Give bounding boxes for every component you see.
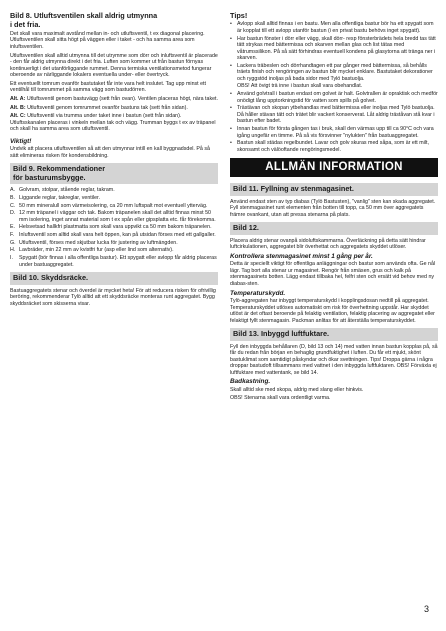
tips-section [230,12,438,153]
stone-check-title: Kontrollera stenmagasinet minst 1 gång per år. [230,252,373,260]
item-text: Golvram, stolpar, stående reglar, takram. [19,187,115,194]
list-item [230,83,438,90]
list-item [230,21,438,34]
badkastning-text: Skall alltid ske med skopa, aldrig med slang eller hinkvis. [230,386,364,393]
alt-text: Utluftsventil via trumma under taket inne i bastun (sett från sidan). Utluftsskanalen placeras i vinkeln mellan tak och vägg. Trumman byggs t ex av träpanel och skall ha samma area som utluftsventil. [10,113,216,133]
item-text: Inluftsventil som alltid skall vara helt öppen, kan på utsidan förses med ett gallgaller. [19,232,216,239]
item-label: E. [10,224,16,231]
bild-8-alt-a [10,96,218,103]
item-label: D. [10,210,16,217]
list-item [230,126,438,139]
bild-13-title: Bild 13. Inbyggd luftfuktare. [233,329,330,339]
item-label: A. [10,187,16,194]
bild-11-title: Bild 11. Fyllning av stenmagasinet. [233,184,354,194]
left-column [10,12,218,309]
item-text: Helsvetsad hallkfri plastmatta som skall vara uppvikt ca 50 mm bakom träpanelen. [19,224,212,231]
tip-text: OBS! Att övigt trä inne i bastun skall vara obehandlat. [237,83,363,90]
list-item [230,63,438,83]
tip-text: Innan bastun för första gången tas i bruk, skall den värmas upp till ca 90°C och vara igång ungefär en timme. På så vis försvinner "nylukten" från bastuaggregatet. [237,126,434,139]
alt-label: Alt. A: [10,95,26,102]
item-label: F. [10,232,15,239]
list-item [230,140,438,153]
section-bild-8 [10,12,218,159]
item-label: H. [10,247,16,254]
bild-11-heading-bar [230,183,438,195]
item-text: 50 mm mineralull som värmeisolering, ca 20 mm luftspalt mot eventuell ytterväg. [19,202,208,209]
bild-8-paragraph: Utluftsventilen skall alltid utmynna till det utrymme som dörr och inluftsventil är placerade - den får aldrig utmynna direkt i det fria. Luften som kommer ut från bastun förnyas kontinuerligt i det utanförliggande rummet. Denna termiska ventilationsmetod fungerar oberoende av närliggande lokalers eventuella under- eller övertryck. [10,52,218,78]
bild-8-title-line-2: i det fria. [10,20,41,30]
alt-text: Utluftsventil genom tomrummet ovanför bastuns tak (sett från sidan). [27,104,188,111]
item-text: 12 mm träpanel i väggar och tak. Bakom träpanelen skall det alltid finnas minst 50 mm isolering, inget annat material som t ex spån eller gipsplatta etc. får förekomma. [19,210,216,223]
alt-label: Alt. C: [10,113,26,120]
item-text: Lavbräder, min 22 mm av kvistfri fur (asp eller lind som alternativ). [19,247,174,254]
badkastning-title: Badkastning. [230,378,271,386]
list-item [10,232,218,239]
list-item [230,91,438,104]
list-item [230,105,438,125]
list-item [10,224,218,231]
bild-10-title: Bild 10. Skyddsräcke. [13,273,89,283]
list-item [10,210,218,223]
bild-9-title-line-2: för basturumsbygge. [13,172,86,182]
temperature-protection-title: Temperaturskydd. [230,289,286,297]
list-item [10,203,218,210]
bullet-icon: • [230,105,232,112]
item-text: Liggande reglar, takreglar, ventiler. [19,194,100,201]
bild-9-title-line-1: Bild 9. Rekommendationer [13,164,106,174]
bild-12-text: Placera aldrig stenar ovanpå sidoluftskammarna. Överläckning på detta sätt hindrar luftcirkulationen, aggregatet blir överhettat och aggregatets skyddet utlöser. [230,237,426,251]
bullet-icon: • [230,91,232,98]
bullet-icon: • [230,62,232,69]
badkastning-obs: OBS! Stenarna skall vara ordentligt varma. [230,395,331,402]
item-label: G. [10,239,16,246]
list-item [230,36,438,62]
tip-text: Använd golvtrall i bastun endast om golvet är halt. Golvtrallen är opraktisk och medför onödigt lång upptorkningstid för vatten som spills på golvet. [237,91,438,104]
stone-check-text: Detta är speciellt viktigt för offentliga anläggningar och bastur som används ofta. Ge nål lägr. Tag bort alla stenar ur magasinet. Rengör från smäsen, grus och kalk på stenmagasinets botten. Lägg endast tillbaka hel, felfri sten och ersätt vid behov med ny diabas-sten. [230,261,436,287]
bullet-icon: • [230,126,232,133]
bullet-icon: • [230,35,232,42]
bild-8-alt-c [10,113,218,133]
list-item [10,195,218,202]
item-text: Utluftsventil, förses med skjutbar lucka för justering av luftmängden. [19,239,178,246]
important-note-text: Undvik att placera utluftsventilen så att den utmynnar intill en kall byggnadsdel. På så sätt elimineras risken för kondensbildning. [10,146,210,159]
tip-text: Har bastun fönster i dörr eller vägg, skall dörr- resp fönsterbrädets hela bredd tas tätt tätt strykas med bättermissa och skarven mellan glas och list tätas med våtrumssilikon. På så sätt förhindras eventuell kondens på glasytorna att tränga ner i skarven. [237,35,436,62]
bullet-icon: • [230,140,232,147]
tip-text: Avlopp skall alltid finnas i en bastu. Men alla offentliga bastur bör ha ett spygatt som är kopplat till ett avlopp utanför bastun (i en privat bastu behövs inget spygatt). [237,21,434,34]
list-item [10,247,218,254]
bullet-icon: • [230,21,232,28]
bild-10-text: Bastuaggregatets stenar och överdel är mycket heta! För att reducera risken för ofrivillig beröring, rekommenderar Tylö alltid att ett skyddsräcke monteras runt aggregatet. Bygg skyddsräcket som skisserna visar. [10,287,216,307]
tip-text: Lackera träbeslen och dörrhandtagen ett par gånger med bättermissa, så behålls träets finish och rengöringen av bastun blir mycket enklare. Bastutaket dekorationer och ryggstöd inoljas på bada sidor med Tylö bastuolja. [237,62,433,82]
right-column [230,12,438,404]
bild-8-paragraph: Det skall vara maximalt avstånd mellan in- och utluftsventil, t ex diagonal placering. Utluftsventilen skall sitta högt på väggen eller i taket - och ha samma area som inluftsventilen. [10,30,205,50]
section-banner: ALLMÄN INFORMATION [230,158,438,177]
bild-12-heading-bar [230,222,438,234]
alt-label: Alt. B: [10,104,26,111]
bild-13-text: Fyll den inbyggda behållaren (D, bild 13 och 14) med vatten innan bastun kopplas på, så får du redan från början en behaglig grundfuktighet i luften. Du får ett mjukt, skönt bastuklimat som samtidigt påskyndar och ökar svettningen. Tips! Droppa gärna i några droppar bastudoft tillsammans med vattnet i den inbyggda luftfuktaren. OBS! Förväxla ej luftfuktare med vattentank, se bild 14. [230,343,438,376]
page-number: 3 [424,604,430,614]
item-label: C. [10,202,16,209]
bild-10-heading-bar [10,272,218,284]
important-note-title: Viktigt! [10,137,32,145]
bild-13-heading-bar [230,328,438,340]
tips-title: Tips! [230,11,248,20]
bild-9-heading-bar [10,163,218,184]
bild-8-alt-b [10,105,218,112]
alt-text: Utluftsventil genom bastuvägg (sett från ovan). Ventilen placeras högt, nära taket. [26,95,218,102]
bild-12-title: Bild 12. [233,223,259,233]
list-item [10,187,218,194]
tip-text: Bastun skall städas regelbundet. Lavar och golv skuras med såpa, som är ett milt, skonsamt och välöoftande rengöringsmedel. [237,140,429,153]
list-item [10,255,218,268]
item-text: Spygatt (bör finnas i alla offentliga bastur). Ett spygatt eller avlopp får aldrig placeras under bastuaggregatet. [19,255,217,268]
item-label: I. [10,255,13,262]
bild-11-text: Använd endast sten av typ diabas (Tylö Bastusten), "vanlig" sten kan skada aggregatet. Fyll stenmagasinet runt elementen från botten till topp, ca 50 mm över aggregatets främre ovankant, utan att pressa stenarna på plats. [230,198,436,218]
tip-text: Trästävan och skopan ytbehandlas med bättermissa eller inoljas med Tylö bastuolja. Då håller stävan tätt och trätet blir vackert konserverat. Låt aldrig träståvan stå kvar i bastun efter badet. [237,105,435,125]
temperature-protection-text: Tylö-aggregaten har inbyggt temperaturskydd i kopplingsdosan nedtill på aggregatet. Temperaturskyddet utlöses automatiskt om risk för överhettning uppstår. Har skyddet utlöst är det oftast beroende på felaktig ventilation, felaktig placering av aggregatet eller felaktigt fyllt stenmagasin. Packman anlitas för att återställa temperaturskyddet. [230,298,435,324]
bild-9-list [10,187,218,268]
bullet-icon [230,83,237,90]
item-label: B. [10,194,16,201]
bild-8-paragraph: Ett eventuellt tomrum ovanför bastutaket får inte vara helt inslutet. Tag upp minst ett ventilhål till tomrummet på samma vägg som bastudörren. [10,80,206,94]
list-item [10,240,218,247]
bild-8-title-line-1: Bild 8. Utluftsventilen skall aldrig utmynna [10,11,158,20]
